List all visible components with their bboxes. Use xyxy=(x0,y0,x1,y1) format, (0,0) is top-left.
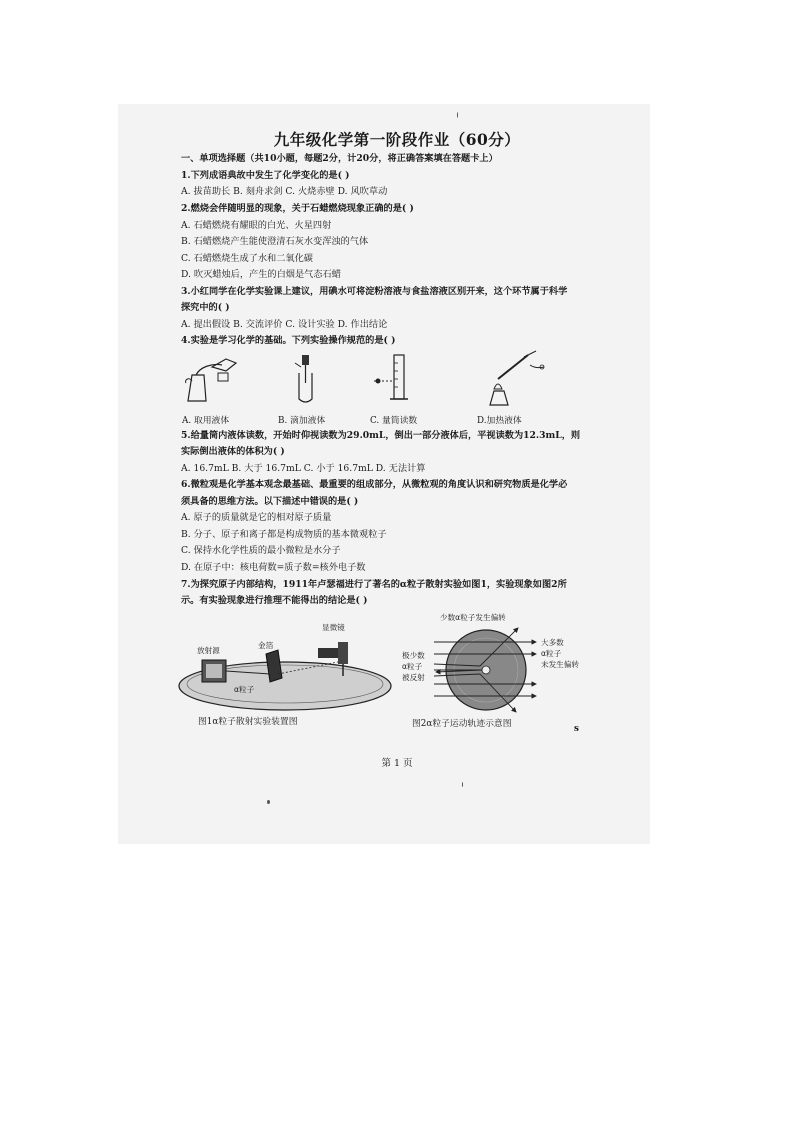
q2-option-a: A. 石蜡燃烧有耀眼的白光、火星四射 xyxy=(181,220,332,231)
fig2-label-right-2: α粒子 xyxy=(541,649,562,658)
fig1-label-foil: 金箔 xyxy=(258,641,274,650)
fig2-label-left-1: 极少数 xyxy=(402,651,425,660)
q1-options: A. 拔苗助长 B. 刻舟求剑 C. 火烧赤壁 D. 风吹草动 xyxy=(181,186,388,197)
figure-2-trajectories xyxy=(400,622,600,718)
q7-stem-line1: 7.为探究原子内部结构，1911年卢瑟福进行了著名的α粒子散射实验如图1，实验现象如图2所 xyxy=(181,579,567,590)
fig2-label-top: 少数α粒子发生偏转 xyxy=(440,613,506,622)
section-heading: 一、单项选择题（共10小题，每题2分，计20分，将正确答案填在答题卡上） xyxy=(181,153,498,164)
figure-2-caption: 图2α粒子运动轨迹示意图 xyxy=(412,719,512,729)
page-title: 九年级化学第一阶段作业（60分） xyxy=(273,130,521,149)
q6-option-a: A. 原子的质量就是它的相对原子质量 xyxy=(181,512,332,523)
fig2-label-left-3: 被反射 xyxy=(402,673,425,682)
q4-option-a: A. 取用液体 xyxy=(182,416,230,426)
figure-1-caption: 图1α粒子散射实验装置图 xyxy=(198,717,298,727)
q7-stem-line2: 示。有实验现象进行推理不能得出的结论是( ) xyxy=(181,595,368,606)
q6-option-b: B. 分子、原子和离子都是构成物质的基本微观粒子 xyxy=(181,529,387,540)
q2-option-c: C. 石蜡燃烧生成了水和二氧化碳 xyxy=(181,253,313,264)
q4-figure-d xyxy=(484,349,550,407)
scan-speck xyxy=(457,112,458,118)
q6-stem-line2: 须具备的思维方法。以下描述中错误的是( ) xyxy=(181,496,359,507)
q4-option-c: C. 量筒读数 xyxy=(370,416,418,426)
q3-stem-line1: 3.小红同学在化学实验课上建议，用碘水可将淀粉溶液与食盐溶液区别开来，这个环节属于科学 xyxy=(181,286,568,297)
q2-stem: 2.燃烧会伴随明显的现象，关于石蜡燃烧现象正确的是( ) xyxy=(181,203,414,214)
scan-speck xyxy=(267,800,270,804)
q5-stem-line2: 实际倒出液体的体积为( ) xyxy=(181,446,285,457)
fig1-label-particle: α粒子 xyxy=(234,685,255,694)
figure-1-apparatus xyxy=(178,614,392,714)
q6-stem-line1: 6.微粒观是化学基本观念最基础、最重要的组成部分，从微粒观的角度认识和研究物质是化学必 xyxy=(181,479,568,490)
q6-option-c: C. 保持水化学性质的最小微粒是水分子 xyxy=(181,545,341,556)
q3-stem-line2: 探究中的( ) xyxy=(181,302,230,313)
q4-option-d: D.加热液体 xyxy=(477,416,522,426)
q4-figure-b xyxy=(293,353,319,405)
stray-mark: s xyxy=(574,724,579,734)
q5-stem-line1: 5.给量筒内液体读数，开始时仰视读数为29.0mL，倒出一部分液体后，平视读数为12.3mL，则 xyxy=(181,430,581,441)
q5-options: A. 16.7mL B. 大于 16.7mL C. 小于 16.7mL D. 无法计算 xyxy=(181,463,426,474)
fig1-label-source: 放射源 xyxy=(197,646,220,655)
fig2-label-right-3: 未发生偏转 xyxy=(541,660,579,669)
q4-figure-c xyxy=(372,353,412,405)
fig1-label-microscope: 显微镜 xyxy=(322,623,345,632)
q4-option-b: B. 滴加液体 xyxy=(278,416,326,426)
q6-option-d: D. 在原子中：核电荷数=质子数=核外电子数 xyxy=(181,562,366,573)
page-number: 第 1 页 xyxy=(381,758,413,769)
q2-option-d: D. 吹灭蜡烛后，产生的白烟是气态石蜡 xyxy=(181,269,341,280)
q4-stem: 4.实验是学习化学的基础。下列实验操作规范的是( ) xyxy=(181,335,396,346)
q4-figure-a xyxy=(182,353,244,405)
scan-speck xyxy=(462,782,463,787)
q1-stem: 1.下列成语典故中发生了化学变化的是( ) xyxy=(181,170,350,181)
fig2-label-left-2: α粒子 xyxy=(402,662,423,671)
q2-option-b: B. 石蜡燃烧产生能使澄清石灰水变浑浊的气体 xyxy=(181,236,369,247)
q3-options: A. 提出假设 B. 交流评价 C. 设计实验 D. 作出结论 xyxy=(181,319,388,330)
fig2-label-right-1: 大多数 xyxy=(541,638,564,647)
